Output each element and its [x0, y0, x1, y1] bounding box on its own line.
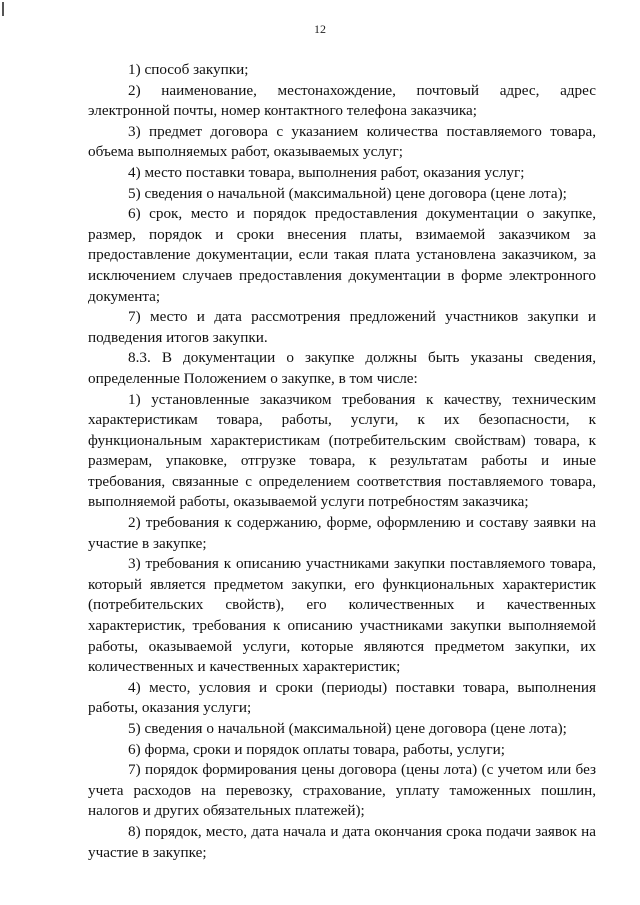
- paragraph: 2) требования к содержанию, форме, оформлению и составу заявки на участие в закупке;: [88, 514, 596, 552]
- paragraph: 4) место, условия и сроки (периоды) поставки товара, выполнения работы, оказания услуги;: [88, 678, 596, 717]
- paragraph: 3) предмет договора с указанием количества поставляемого товара, объема выполняемых работ, оказываемых услуг;: [88, 122, 596, 161]
- paragraph: 4) место поставки товара, выполнения работ, оказания услуг;: [128, 163, 525, 181]
- paragraph: 5) сведения о начальной (максимальной) цене договора (цене лота);: [128, 720, 567, 737]
- paragraph: 1) установленные заказчиком требования к качеству, техническим характеристикам товара, работы, услуги, к их безопасности, к функциональным характеристикам (потребительским свойствам) товара, к размерам, упаковке, отгрузке товара, к результатам работы и иные требования, связанные с определением соответствия поставляемого товара, выполняемой работы, оказываемой услуги потребностям заказчика;: [88, 390, 596, 511]
- paragraph: 2) наименование, местонахождение, почтовый адрес, адрес электронной почты, номер контактного телефона заказчика;: [88, 81, 596, 120]
- paragraph: 6) форма, сроки и порядок оплаты товара, работы, услуги;: [128, 740, 505, 758]
- section-paragraph: 8.3. В документации о закупке должны быть указаны сведения, определенные Положением о закупке, в том числе:: [88, 349, 596, 387]
- paragraph: 8) порядок, место, дата начала и дата окончания срока подачи заявок на участие в закупке;: [88, 822, 596, 861]
- scan-edge-mark: [2, 2, 4, 16]
- paragraph: 6) срок, место и порядок предоставления документации о закупке, размер, порядок и сроки внесения платы, взимаемой заказчиком за предоставление документации, если такая плата установлена заказчиком, за исключением случаев предоставления документации в форме электронного документа;: [88, 205, 596, 305]
- document-body: [88, 60, 596, 863]
- paragraph: 5) сведения о начальной (максимальной) цене договора (цене лота);: [128, 184, 567, 202]
- page-number: 12: [314, 22, 326, 36]
- paragraph: 7) место и дата рассмотрения предложений участников закупки и подведения итогов закупки.: [88, 308, 596, 346]
- paragraph: 1) способ закупки;: [128, 61, 249, 78]
- paragraph: 7) порядок формирования цены договора (цены лота) (с учетом или без учета расходов на перевозку, страхование, уплату таможенных пошлин, налогов и других обязательных платежей);: [88, 761, 596, 820]
- paragraph: 3) требования к описанию участниками закупки поставляемого товара, который является предметом закупки, его функциональных характеристик (потребительских свойств), его количественных и качественных характеристик, требования к описанию участниками закупки выполняемой работы, оказываемой услуги, которые являются предметом закупки, их количественных и качественных характеристик;: [88, 555, 596, 676]
